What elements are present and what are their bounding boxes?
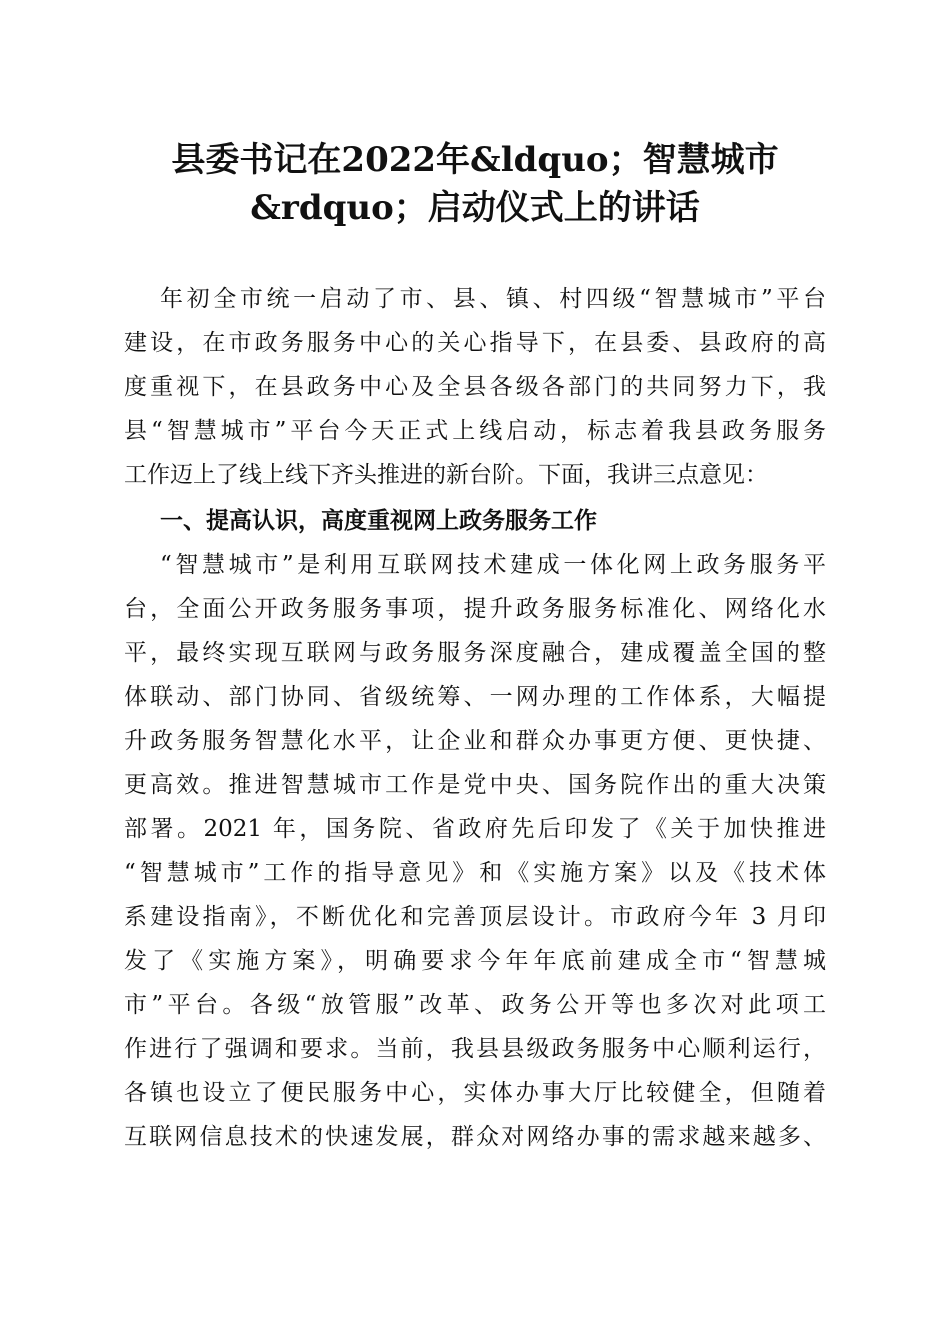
paragraph-line: “智慧城市”工作的指导意见》和《实施方案》以及《技术体	[124, 860, 826, 886]
paragraph-line: 各镇也设立了便民服务中心，实体办事大厅比较健全，但随着	[124, 1080, 826, 1106]
paragraph-line: 平，最终实现互联网与政务服务深度融合，建成覆盖全国的整	[124, 640, 826, 666]
paragraph-line: 工作迈上了线上线下齐头推进的新台阶。下面，我讲三点意见：	[124, 462, 768, 488]
paragraph-line: 作进行了强调和要求。当前，我县县级政务服务中心顺利运行，	[124, 1036, 826, 1062]
paragraph-line: 体联动、部门协同、省级统筹、一网办理的工作体系，大幅提	[124, 684, 826, 710]
paragraph-line: 发了《实施方案》，明确要求今年年底前建成全市“智慧城	[124, 948, 826, 974]
document-title-line-1: 县委书记在2022年&ldquo；智慧城市	[171, 140, 779, 180]
paragraph-line: 年初全市统一启动了市、县、镇、村四级“智慧城市”平台	[160, 286, 826, 312]
paragraph-line: 县“智慧城市”平台今天正式上线启动，标志着我县政务服务	[124, 418, 826, 444]
paragraph-line: 系建设指南》，不断优化和完善顶层设计。市政府今年 3 月印	[124, 904, 826, 930]
document-title-line-2: &rdquo；启动仪式上的讲话	[250, 188, 700, 228]
paragraph-line: 互联网信息技术的快速发展，群众对网络办事的需求越来越多、	[124, 1124, 826, 1150]
paragraph-line: “智慧城市”是利用互联网技术建成一体化网上政务服务平	[160, 552, 826, 578]
section-heading-1: 一、提高认识，高度重视网上政务服务工作	[160, 508, 597, 534]
paragraph-line: 度重视下，在县政务中心及全县各级各部门的共同努力下，我	[124, 374, 826, 400]
paragraph-line: 建设，在市政务服务中心的关心指导下，在县委、县政府的高	[124, 330, 826, 356]
paragraph-line: 市”平台。各级“放管服”改革、政务公开等也多次对此项工	[124, 992, 826, 1018]
paragraph-line: 更高效。推进智慧城市工作是党中央、国务院作出的重大决策	[124, 772, 826, 798]
paragraph-line: 升政务服务智慧化水平，让企业和群众办事更方便、更快捷、	[124, 728, 826, 754]
paragraph-line: 台，全面公开政务服务事项，提升政务服务标准化、网络化水	[124, 596, 826, 622]
paragraph-line: 部署。2021 年，国务院、省政府先后印发了《关于加快推进	[124, 816, 826, 842]
